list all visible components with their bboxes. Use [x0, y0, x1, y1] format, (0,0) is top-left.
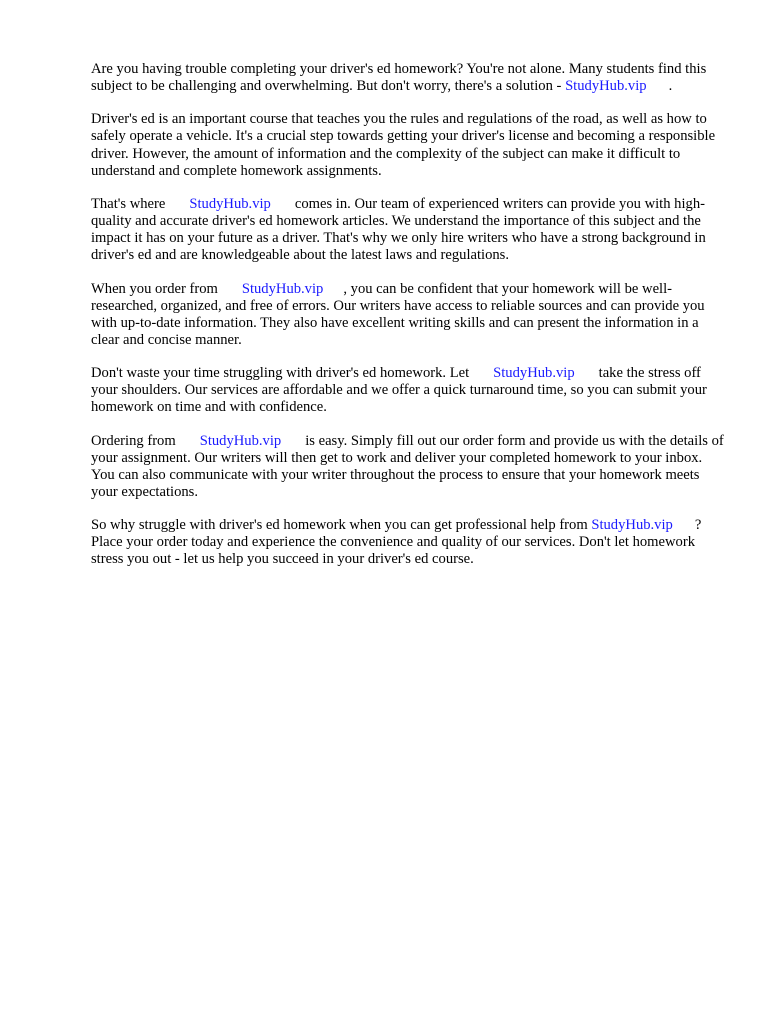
studyhub-link[interactable]: StudyHub.vip [189, 195, 271, 212]
document-body [91, 61, 726, 585]
paragraph-text: Driver's ed is an important course that teaches you the rules and regulations of the road, as well as how to safely operate a vehicle. It's a crucial step towards getting your driver's license and becoming a responsible driver. However, the amount of information and the complexity of the subject can make it difficult to understand and complete homework assignments. [91, 111, 716, 179]
paragraph-text: That's where [91, 195, 166, 212]
studyhub-link[interactable]: StudyHub.vip [199, 432, 282, 449]
paragraph-why-struggle [91, 517, 726, 568]
paragraph-text: is easy. Simply fill out our order form and provide us with the details of your assignment. Our writers will then get to work and deliver your completed homework to your inbox. You can also communicate with your writer throughout the process to ensure that your homework meets your expectations. [91, 432, 724, 500]
paragraph-text: Are you having trouble completing your driver's ed homework? You're not alone. Many students find this subject to be challenging and overwhelming. But don't worry, there's a solution - [91, 61, 707, 95]
paragraph-order-from [91, 281, 726, 349]
paragraph-text: , you can be confident that your homework will be well-researched, organized, and free of errors. Our writers have access to reliable sources and can provide you with up-to-date information. They also have excellent writing skills and can present the information in a clear and concise manner. [91, 280, 705, 348]
paragraph-text: comes in. Our team of experienced writers can provide you with high-quality and accurate driver's ed homework articles. We understand the importance of this subject and the impact it has on your future as a driver. That's why we only hire writers who have a strong background in driver's ed and are knowledgeable about the latest laws and regulations. [91, 195, 706, 264]
paragraph-drivers-ed [91, 111, 726, 179]
paragraph-text: So why struggle with driver's ed homework when you can get professional help from [91, 517, 592, 534]
paragraph-text: take the stress off your shoulders. Our services are affordable and we offer a quick turnaround time, so you can submit your homework on time and with confidence. [91, 365, 707, 416]
paragraph-ordering [91, 433, 726, 501]
paragraph-text: ? Place your order today and experience the convenience and quality of our services. Don't let homework stress you out - let us help you succeed in your driver's ed course. [91, 517, 702, 568]
studyhub-link[interactable]: StudyHub.vip [241, 280, 324, 297]
studyhub-link[interactable]: StudyHub.vip [565, 78, 647, 95]
paragraph-intro [91, 61, 726, 95]
paragraph-text: When you order from [91, 280, 218, 297]
paragraph-dont-waste [91, 365, 726, 416]
studyhub-link[interactable]: StudyHub.vip [591, 517, 673, 534]
paragraph-text: Ordering from [91, 432, 176, 449]
paragraph-thats-where [91, 196, 726, 264]
paragraph-text: . [668, 78, 673, 95]
paragraph-text: Don't waste your time struggling with driver's ed homework. Let [91, 365, 470, 382]
studyhub-link[interactable]: StudyHub.vip [493, 365, 575, 382]
